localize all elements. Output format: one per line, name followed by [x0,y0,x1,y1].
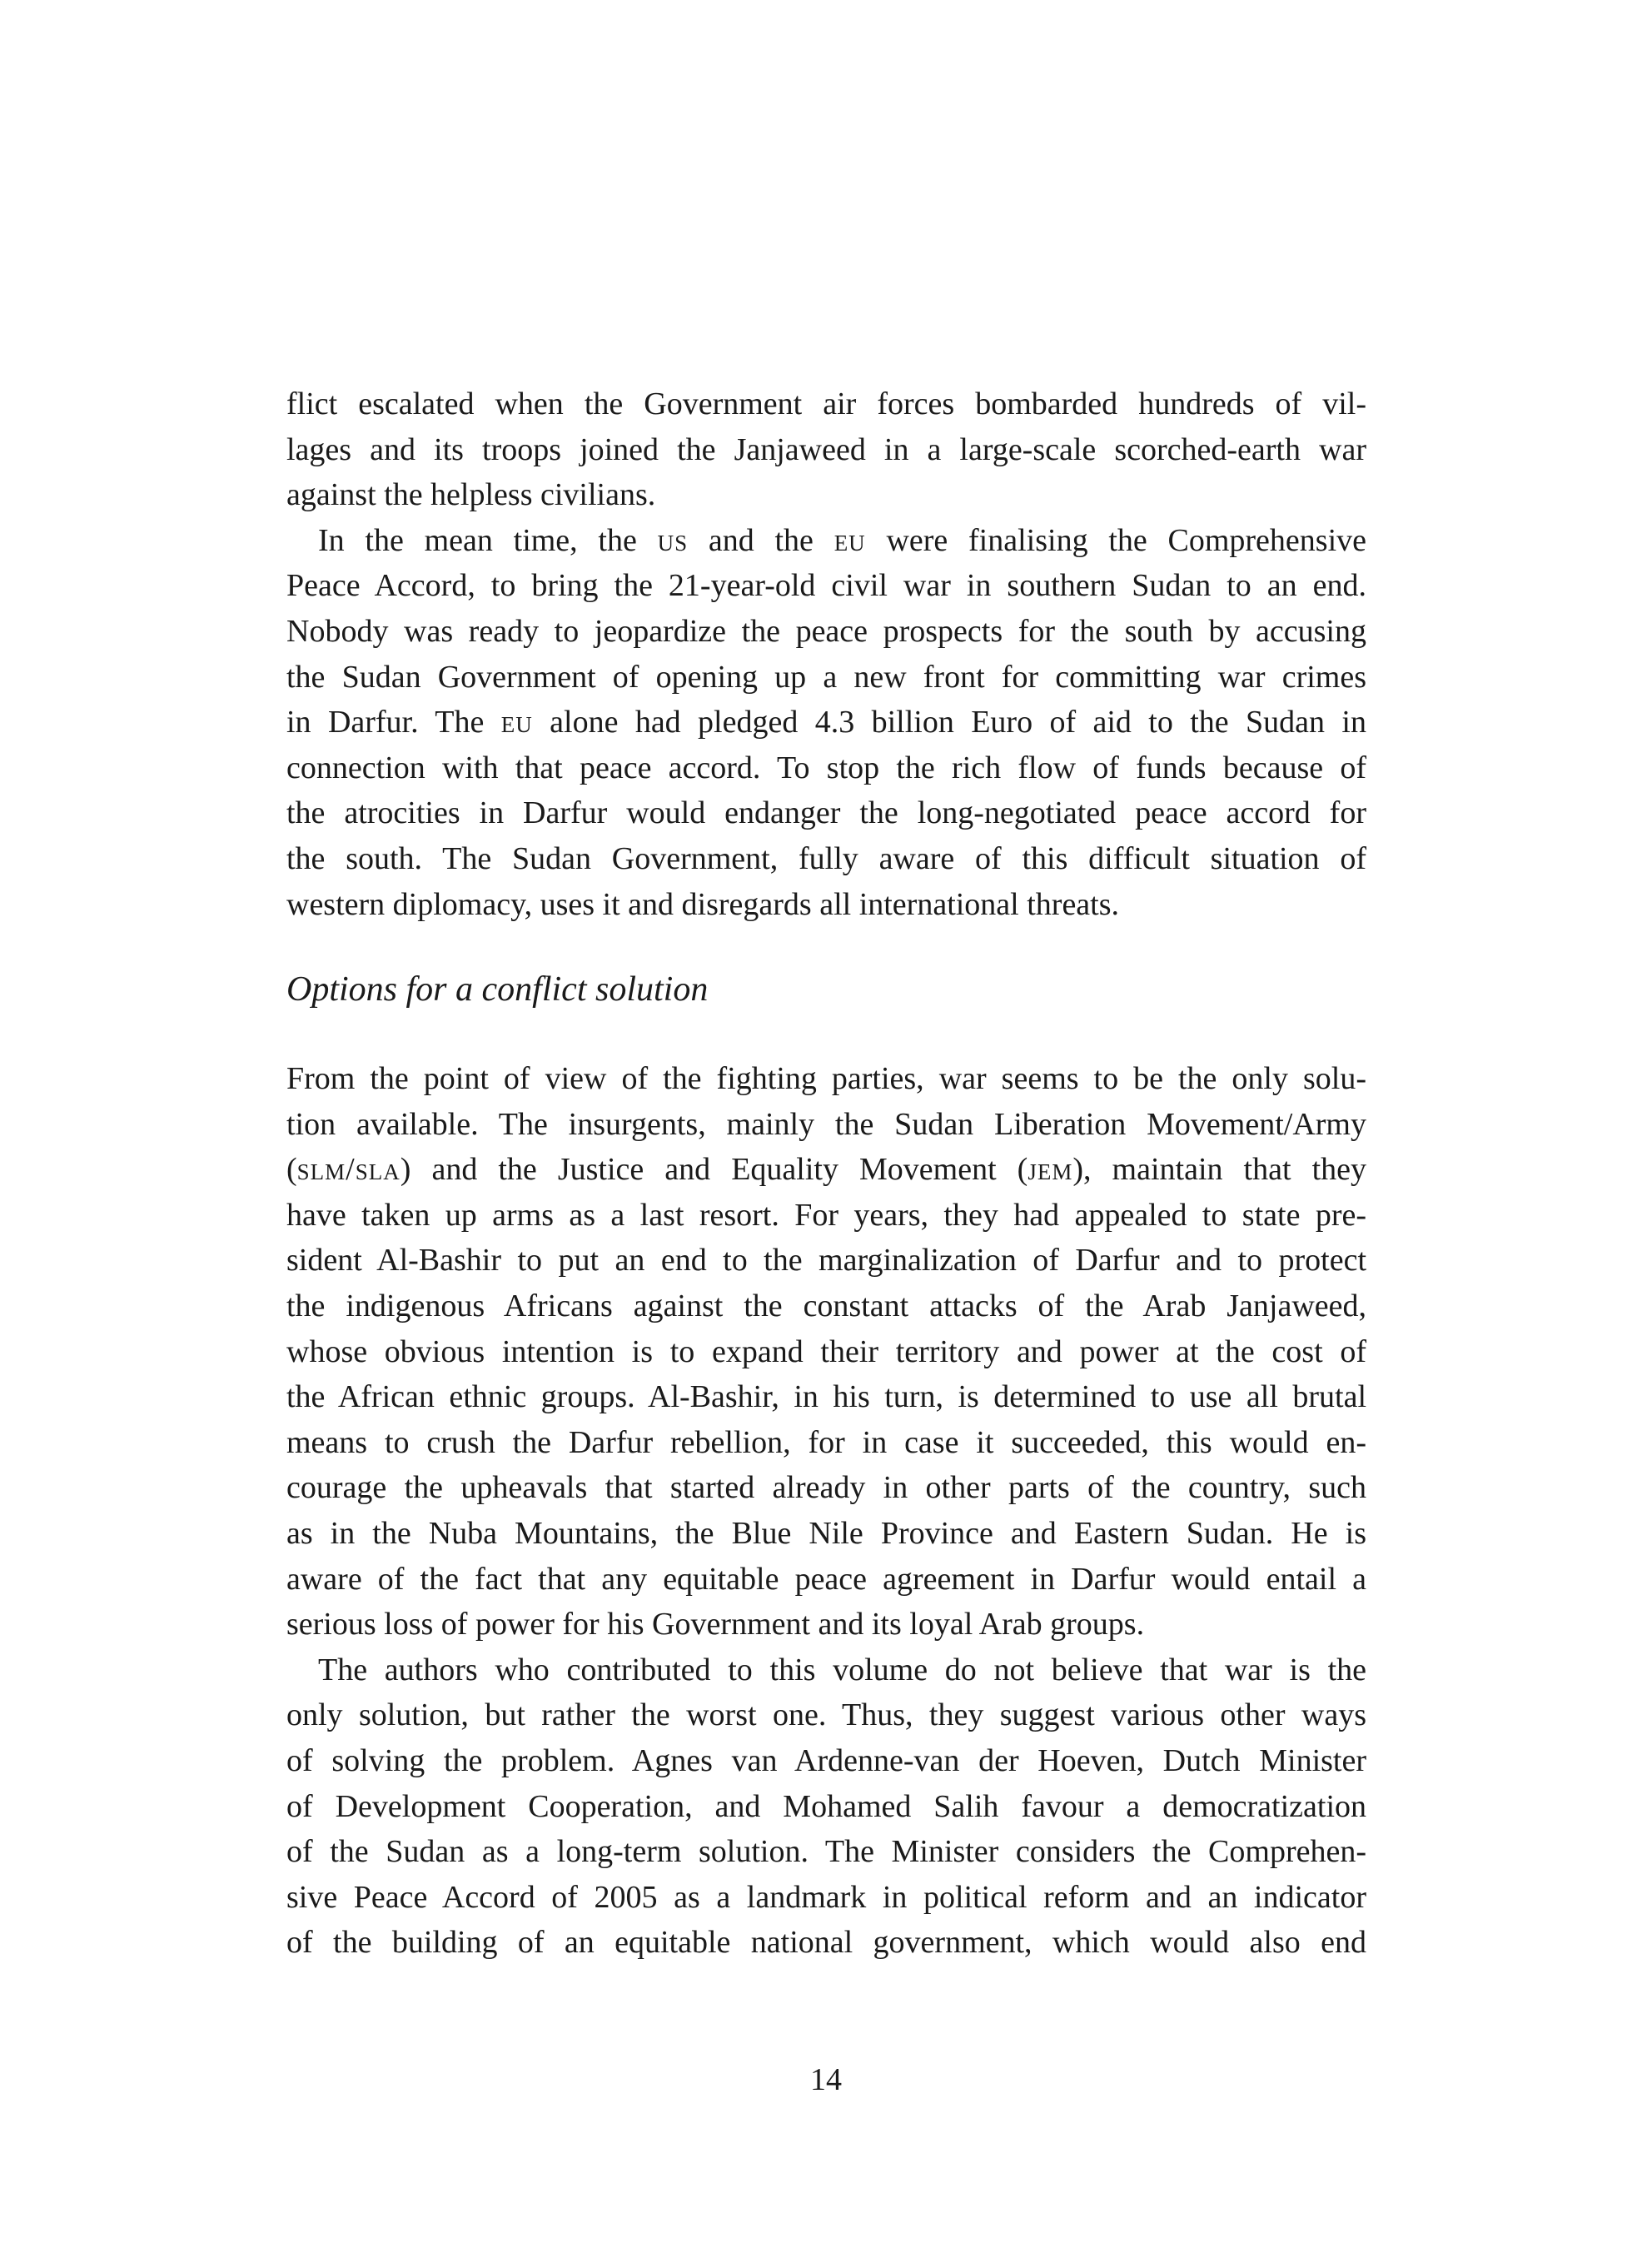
text-segment: ) and the Justice and Equality Movement ( [400,1152,1028,1188]
text-segment: as in the Nuba Mountains, the Blue Nile Province and Eastern Sudan. He is [286,1516,1366,1551]
text-segment: In the mean time, the [318,522,658,558]
text-line [286,1284,1366,1329]
page-number: 14 [810,2062,842,2097]
abbreviation: eu [500,705,533,740]
text-segment: western diplomacy, uses it and disregards all international threats. [286,886,1120,922]
text-line [286,1692,1366,1738]
text-line [286,655,1366,700]
text-segment: lages and its troops joined the Janjaweed in a large-scale scorched-earth war [286,431,1366,467]
text-line [286,1557,1366,1603]
text-line [286,790,1366,836]
text-segment: the indigenous Africans against the constant attacks of the Arab Janjaweed, [286,1289,1366,1323]
text-segment: ( [286,1152,297,1188]
text-line [286,882,1366,928]
text-segment: against the helpless civilians. [286,477,656,513]
text-line [286,1738,1366,1784]
abbreviation: us [657,522,689,558]
text-segment: alone had pledged 4.3 billion Euro of aid to the Sudan in [532,705,1366,740]
text-segment: aware of the fact that any equitable peace agreement in Darfur would entail a [286,1561,1366,1597]
abbreviation: slm/sla [296,1152,401,1188]
text-line [286,1193,1366,1239]
text-line [286,745,1366,791]
text-segment: of solving the problem. Agnes van Ardenne-van der Hoeven, Dutch Minister [286,1743,1366,1778]
text-segment: Nobody was ready to jeopardize the peace prospects for the south by accusing [286,614,1366,649]
text-segment: tion available. The insurgents, mainly the Sudan Liberation Movement/Army [286,1106,1366,1142]
text-segment: serious loss of power for his Government and its loyal Arab groups. [286,1607,1145,1642]
text-segment: means to crush the Darfur rebellion, for in case it succeeded, this would en- [286,1424,1366,1460]
text-segment: The authors who contributed to this volume do not believe that war is the [318,1652,1366,1687]
text-segment: of the Sudan as a long-term solution. The Minister considers the Comprehen- [286,1834,1366,1870]
text-line [286,1511,1366,1557]
text-line [286,1465,1366,1511]
text-line [286,1329,1366,1375]
text-segment: the south. The Sudan Government, fully aware of this difficult situation of [286,841,1366,876]
text-segment: in Darfur. The [286,705,501,740]
text-line [286,1056,1366,1102]
text-line [286,836,1366,882]
text-line [286,1102,1366,1148]
text-line [286,1420,1366,1466]
text-line [286,1920,1366,1966]
text-segment: and the [688,522,834,558]
text-segment: whose obvious intention is to expand their territory and power at the cost of [286,1333,1366,1369]
abbreviation: eu [833,522,866,558]
text-line [286,1829,1366,1875]
text-line [286,518,1366,564]
text-segment: connection with that peace accord. To stop the rich flow of funds because of [286,750,1366,785]
text-segment: From the point of view of the fighting parties, war seems to be the only solu- [286,1061,1366,1096]
text-segment: flict escalated when the Government air forces bombarded hundreds of vil- [286,386,1366,421]
text-line [286,472,1366,518]
text-segment: have taken up arms as a last resort. For years, they had appealed to state pre- [286,1197,1366,1233]
text-segment: of the building of an equitable national government, which would also end [286,1925,1366,1961]
text-segment: the African ethnic groups. Al-Bashir, in his turn, is determined to use all brutal [286,1379,1366,1415]
text-line [286,427,1366,473]
abbreviation: jem [1028,1152,1073,1188]
text-segment: sident Al-Bashir to put an end to the marginalization of Darfur and to protect [286,1243,1366,1279]
text-segment: courage the upheavals that started already in other parts of the country, such [286,1470,1366,1506]
text-line [286,381,1366,427]
section-heading: Options for a conflict solution [286,970,709,1009]
text-segment: sive Peace Accord of 2005 as a landmark in political reform and an indicator [286,1879,1366,1915]
text-segment: Peace Accord, to bring the 21-year-old civil war in southern Sudan to an end. [286,568,1366,604]
text-segment: only solution, but rather the worst one. Thus, they suggest various other ways [286,1697,1366,1733]
text-line [286,1602,1366,1647]
text-segment: ), maintain that they [1072,1152,1366,1188]
text-line [286,1147,1366,1193]
text-segment: the atrocities in Darfur would endanger the long-negotiated peace accord for [286,795,1366,831]
text-line [286,700,1366,745]
text-line [286,1875,1366,1921]
text-line [286,1238,1366,1284]
text-line [286,1374,1366,1420]
text-segment: the Sudan Government of opening up a new front for committing war crimes [286,659,1366,695]
text-line [286,563,1366,609]
text-segment: of Development Cooperation, and Mohamed Salih favour a democratization [286,1788,1366,1824]
text-line [286,609,1366,655]
text-segment: were finalising the Comprehensive [865,522,1366,558]
text-line [286,1784,1366,1830]
text-line [286,1647,1366,1693]
